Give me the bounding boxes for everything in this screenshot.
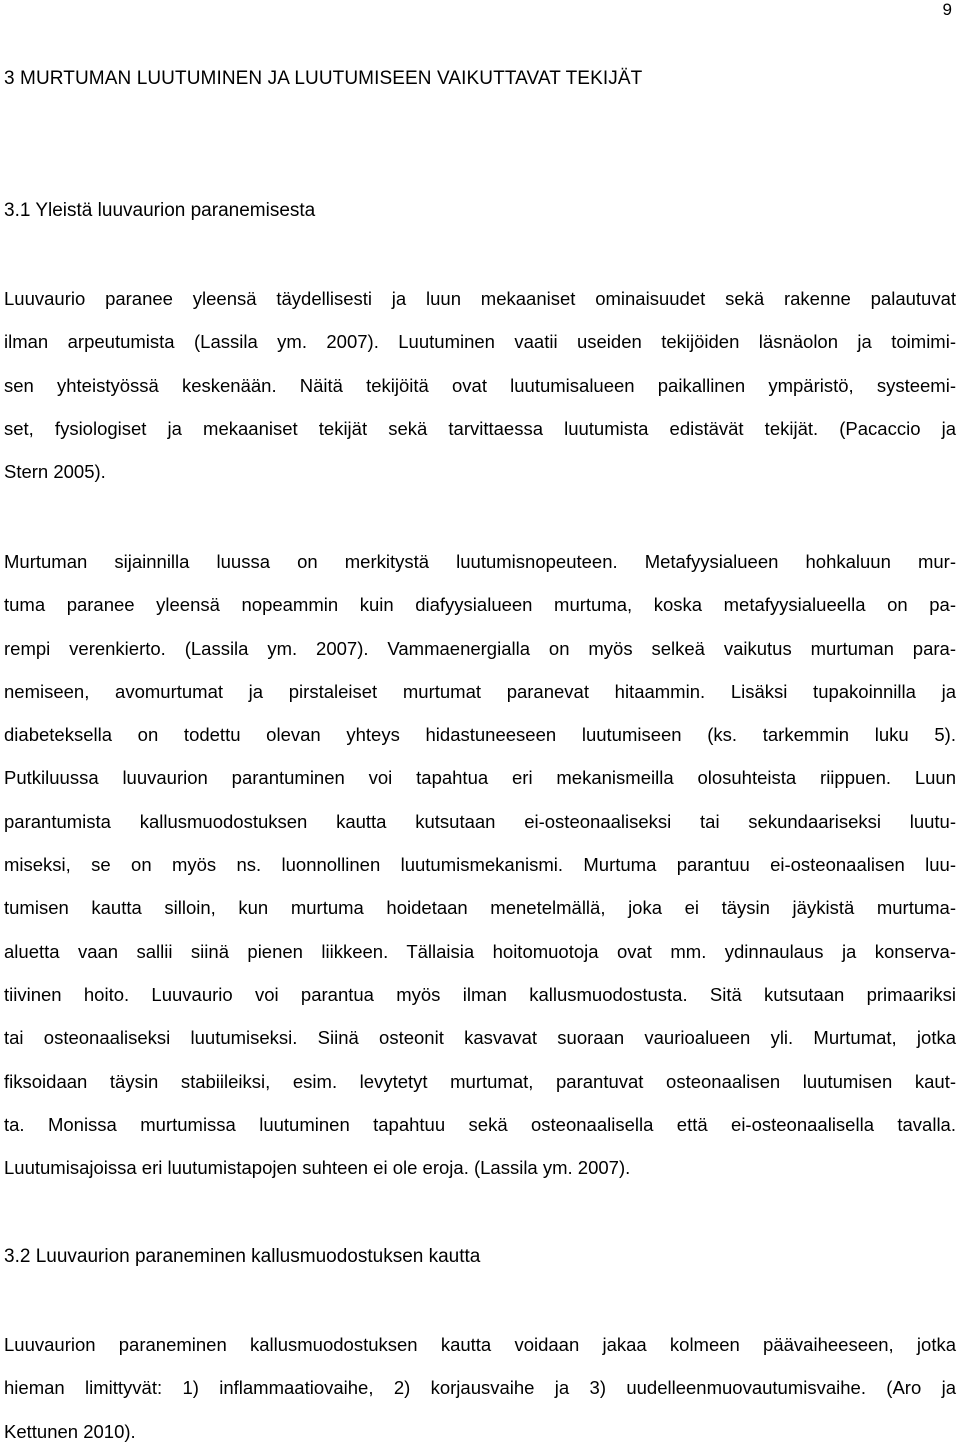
text-line: hieman limittyvät: 1) inflammaatiovaihe, 2) korjausvaihe ja 3) uudelleenmuovautumisvaihe. (Aro ja: [4, 1377, 956, 1399]
section-title-3-1: 3.1 Yleistä luuvaurion paranemisesta: [4, 200, 316, 221]
text-line: Putkiluussa luuvaurion parantuminen voi tapahtua eri mekanismeilla olosuhteista riippuen. Luun: [4, 767, 956, 789]
page-number: 9: [942, 0, 952, 19]
text-line: Murtuman sijainnilla luussa on merkitystä luutumisnopeuteen. Metafyysialueen hohkaluun mur-: [4, 551, 956, 572]
paragraph-3: [4, 1323, 956, 1453]
text-line: Luutumisajoissa eri luutumistapojen suhteen ei ole eroja. (Lassila ym. 2007).: [4, 1157, 631, 1179]
text-line: Kettunen 2010).: [4, 1420, 136, 1442]
text-line: fiksoidaan täysin stabiileiksi, esim. levytetyt murtumat, parantuvat osteonaalisen luutumisen kaut-: [4, 1070, 956, 1092]
text-line: rempi verenkierto. (Lassila ym. 2007). Vammaenergialla on myös selkeä vaikutus murtuman para-: [4, 637, 956, 659]
text-line: parantumista kallusmuodostuksen kautta kutsutaan ei-osteonaaliseksi tai sekundaariseksi luutu-: [4, 810, 956, 832]
text-line: Luuvaurio paranee yleensä täydellisesti ja luun mekaaniset ominaisuudet sekä rakenne palautuvat: [4, 288, 956, 309]
text-line: tuma paranee yleensä nopeammin kuin diafyysialueen murtuma, koska metafyysialueella on pa-: [4, 594, 956, 616]
text-line: tumisen kautta silloin, kun murtuma hoidetaan menetelmällä, joka ei täysin jäykistä murtuma-: [4, 897, 956, 919]
chapter-title: 3 MURTUMAN LUUTUMINEN JA LUUTUMISEEN VAIKUTTAVAT TEKIJÄT: [4, 68, 643, 89]
text-line: tai osteonaaliseksi luutumiseksi. Siinä osteonit kasvavat suoraan vaurioalueen yli. Murtumat, jotka: [4, 1027, 956, 1049]
text-line: Stern 2005).: [4, 461, 106, 483]
paragraph-2: [4, 540, 956, 1189]
text-line: ilman arpeutumista (Lassila ym. 2007). Luutuminen vaatii useiden tekijöiden läsnäolon ja toimimi-: [4, 331, 956, 353]
text-line: diabeteksella on todettu olevan yhteys hidastuneeseen luutumiseen (ks. tarkemmin luku 5).: [4, 724, 956, 746]
paragraph-1: [4, 277, 956, 493]
text-line: nemiseen, avomurtumat ja pirstaleiset murtumat paranevat hitaammin. Lisäksi tupakoinnilla ja: [4, 680, 956, 702]
text-line: Luuvaurion paraneminen kallusmuodostuksen kautta voidaan jakaa kolmeen päävaiheeseen, jotka: [4, 1334, 956, 1355]
text-line: tiivinen hoito. Luuvaurio voi parantua myös ilman kallusmuodostusta. Sitä kutsutaan primaariksi: [4, 983, 956, 1005]
text-line: set, fysiologiset ja mekaaniset tekijät sekä tarvittaessa luutumista edistävät tekijät. (Pacaccio ja: [4, 417, 956, 439]
text-line: miseksi, se on myös ns. luonnollinen luutumismekanismi. Murtuma parantuu ei-osteonaalisen luu-: [4, 854, 956, 876]
section-title-3-2: 3.2 Luuvaurion paraneminen kallusmuodostuksen kautta: [4, 1246, 481, 1267]
text-line: sen yhteistyössä keskenään. Näitä tekijöitä ovat luutumisalueen paikallinen ympäristö, systeemi-: [4, 374, 956, 396]
text-line: ta. Monissa murtumissa luutuminen tapahtuu sekä osteonaalisella että ei-osteonaalisella tavalla.: [4, 1113, 956, 1135]
text-line: aluetta vaan sallii siinä pienen liikkeen. Tällaisia hoitomuotoja ovat mm. ydinnaulaus ja konserva-: [4, 940, 956, 962]
